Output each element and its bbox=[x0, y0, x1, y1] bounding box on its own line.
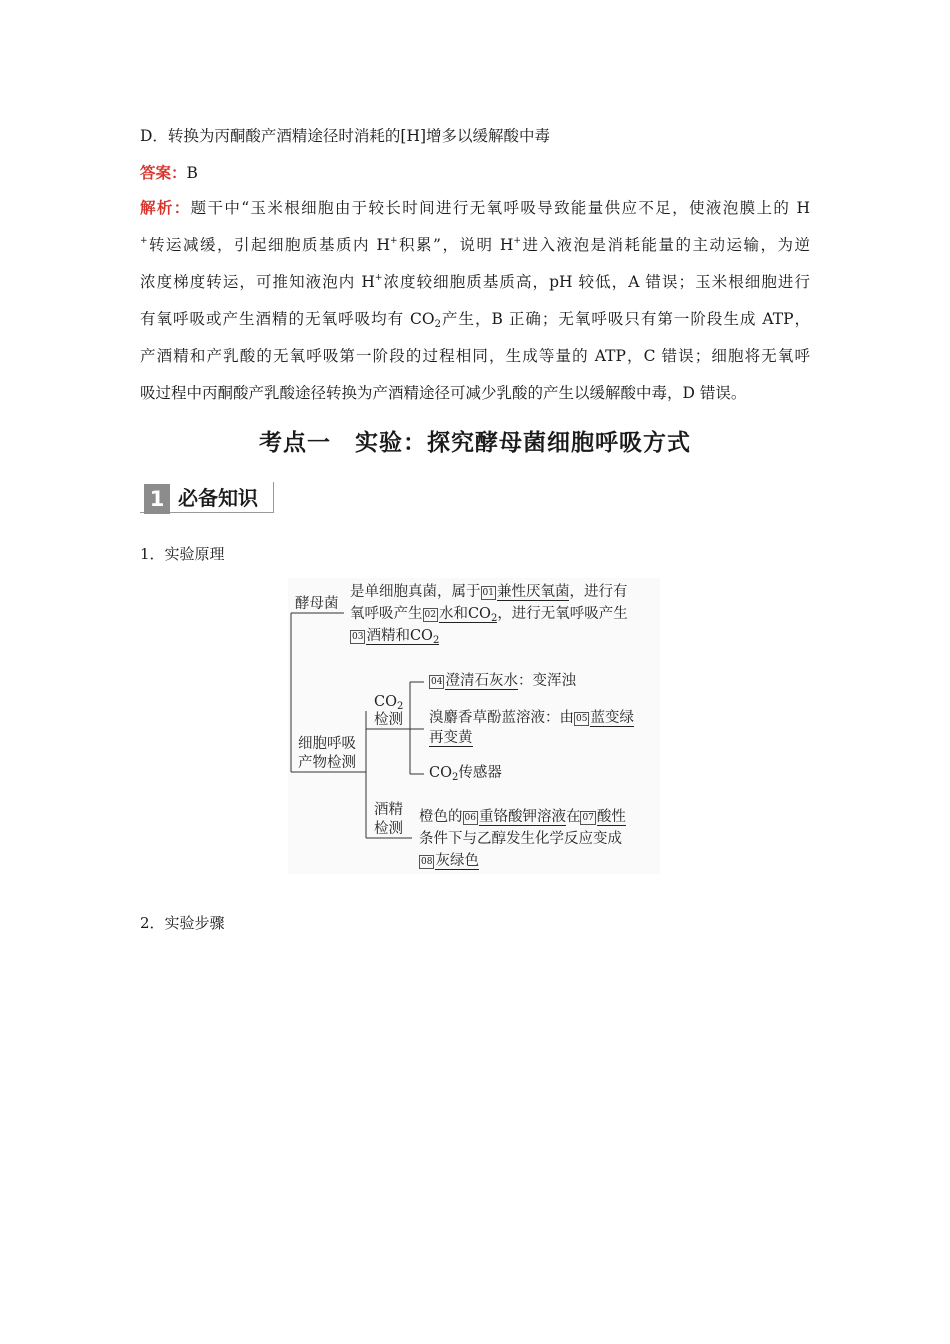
blank-number: 08 bbox=[421, 857, 433, 867]
answer-text: 酸性 bbox=[596, 809, 626, 825]
answer-text: 澄清石灰水 bbox=[445, 673, 518, 689]
blank-number: 07 bbox=[582, 813, 594, 823]
alcohol-detect-label-2: 检测 bbox=[374, 821, 403, 837]
yeast-text: ，进行有 bbox=[569, 584, 628, 600]
analysis-text-3b: 浓度较细胞质基质高，pH 较低，A 错误；玉米根细胞进行 bbox=[382, 273, 810, 291]
answer-value: B bbox=[186, 164, 198, 182]
co2-detect-label-2: 检测 bbox=[374, 712, 403, 728]
analysis-line-3 bbox=[140, 264, 810, 301]
detect-text: ：变浑浊 bbox=[517, 673, 576, 689]
answer-text: 再变黄 bbox=[429, 730, 473, 746]
answer-part: 酒精和CO bbox=[366, 628, 433, 644]
analysis-text-3a: 浓度梯度转运，可推知液泡内 H bbox=[140, 273, 375, 291]
detect-text: 在 bbox=[565, 809, 581, 825]
detect-dichromate-3 bbox=[419, 850, 479, 872]
analysis-line-2 bbox=[140, 227, 810, 264]
sup-plus: + bbox=[140, 236, 148, 246]
sub-2: 2 bbox=[451, 772, 459, 783]
answer-text: 蓝变绿 bbox=[590, 710, 634, 726]
yeast-text: 是单细胞真菌，属于 bbox=[350, 584, 481, 600]
heading-principle: 1．实验原理 bbox=[140, 545, 225, 563]
heading-steps: 2．实验步骤 bbox=[140, 914, 225, 932]
detect-text: 溴麝香草酚蓝溶液：由 bbox=[429, 710, 574, 726]
option-d: D．转换为丙酮酸产酒精途径时消耗的[H]增多以缓解酸中毒 bbox=[140, 127, 551, 145]
analysis-line-4 bbox=[140, 301, 810, 338]
sub-2: 2 bbox=[396, 701, 404, 712]
analysis-line-1 bbox=[140, 190, 810, 227]
analysis-text-5: 产酒精和产乳酸的无氧呼吸第一阶段的过程相同，生成等量的 ATP，C 错误；细胞将无氧呼 bbox=[140, 347, 810, 365]
alcohol-detect-label-1: 酒精 bbox=[374, 802, 403, 818]
detect-text: 橙色的 bbox=[419, 809, 463, 825]
analysis-text-1: 题干中“玉米根细胞由于较长时间进行无氧呼吸导致能量供应不足，使液泡膜上的 H bbox=[190, 199, 810, 217]
answer-text: 兼性厌氧菌 bbox=[496, 584, 570, 600]
detect-sensor bbox=[429, 762, 502, 784]
analysis-text-2c: 进入液泡是消耗能量的主动运输，为逆 bbox=[520, 236, 810, 254]
detect-dichromate-1 bbox=[419, 806, 626, 828]
answer-part: 水和CO bbox=[438, 606, 491, 622]
blank-number: 06 bbox=[464, 813, 476, 823]
resp-label-2: 产物检测 bbox=[298, 755, 356, 771]
analysis-text-2a: 转运减缓，引起细胞质基质内 H bbox=[147, 236, 390, 254]
analysis-line-6 bbox=[140, 375, 810, 412]
analysis-text-6: 吸过程中丙酮酸产乳酸途径转换为产酒精途径可减少乳酸的产生以缓解酸中毒，D 错误。 bbox=[140, 384, 747, 402]
yeast-desc-line-3 bbox=[350, 625, 439, 647]
yeast-label: 酵母菌 bbox=[295, 596, 339, 612]
analysis-line-5 bbox=[140, 338, 810, 375]
analysis-text-2b: 积累”，说明 H bbox=[397, 236, 514, 254]
badge-label: 必备知识 bbox=[178, 486, 258, 510]
sub-2: 2 bbox=[490, 613, 498, 624]
answer-text bbox=[366, 628, 439, 645]
sub-2: 2 bbox=[432, 635, 440, 646]
co2-text: CO bbox=[374, 694, 397, 710]
detect-bromothymol-1 bbox=[429, 707, 634, 729]
analysis-text-4b: 产生，B 正确；无氧呼吸只有第一阶段生成 ATP， bbox=[441, 310, 811, 328]
yeast-desc-line-2 bbox=[350, 603, 628, 625]
blank-number: 04 bbox=[431, 677, 443, 687]
yeast-text: 氧呼吸产生 bbox=[350, 606, 423, 622]
sup-plus: + bbox=[374, 273, 383, 283]
answer-text bbox=[439, 606, 497, 623]
yeast-desc-line-1 bbox=[350, 581, 627, 603]
section-badge bbox=[140, 482, 275, 514]
detect-text: CO bbox=[429, 765, 452, 781]
sup-plus: + bbox=[513, 236, 521, 246]
analysis-text-4a: 有氧呼吸或产生酒精的无氧呼吸均有 CO bbox=[140, 310, 435, 328]
answer-line bbox=[140, 155, 810, 192]
blank-number: 02 bbox=[424, 610, 436, 620]
detect-dichromate-2: 条件下与乙醇发生化学反应变成 bbox=[419, 831, 622, 847]
answer-label: 答案： bbox=[140, 164, 187, 182]
yeast-text: ，进行无氧呼吸产生 bbox=[497, 606, 628, 622]
principle-diagram bbox=[288, 578, 660, 874]
section-title: 考点一 实验：探究酵母菌细胞呼吸方式 bbox=[259, 430, 691, 456]
analysis-label: 解析： bbox=[140, 199, 191, 217]
badge-number: 1 bbox=[144, 484, 170, 514]
detect-bromothymol-2 bbox=[429, 727, 473, 749]
detect-text: 传感器 bbox=[458, 765, 502, 781]
sup-plus: + bbox=[390, 236, 398, 246]
blank-number: 01 bbox=[482, 588, 494, 598]
blank-number: 05 bbox=[576, 714, 588, 724]
detect-limewater bbox=[429, 670, 576, 692]
sub-2: 2 bbox=[434, 319, 441, 330]
resp-label-1: 细胞呼吸 bbox=[298, 736, 356, 752]
analysis bbox=[140, 190, 810, 412]
answer-text: 重铬酸钾溶液 bbox=[478, 809, 566, 825]
blank-number: 03 bbox=[352, 632, 364, 642]
answer-text: 灰绿色 bbox=[435, 853, 479, 869]
